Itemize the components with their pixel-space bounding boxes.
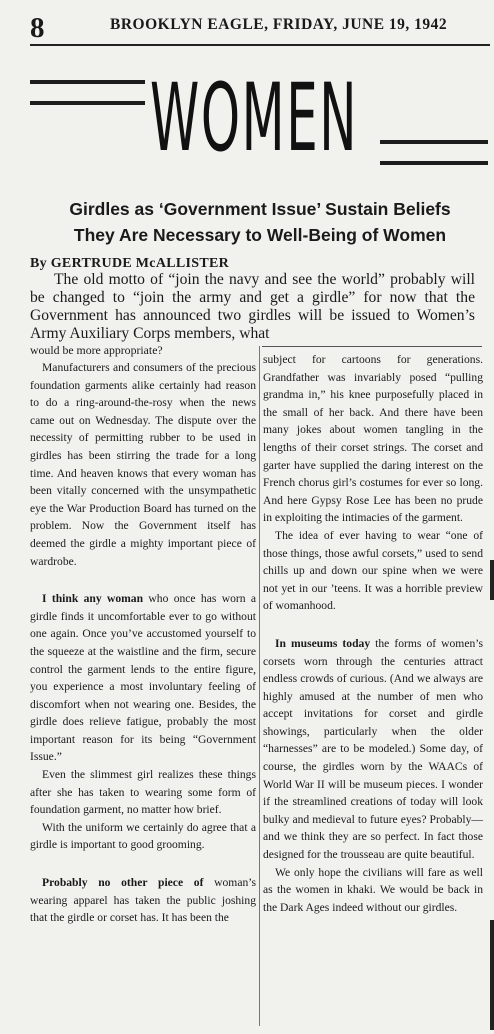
headline-line-1: Girdles as ‘Government Issue’ Sustain Beliefs [69,199,451,219]
section-title: WOMEN [150,64,359,173]
lede-paragraph: The old motto of “join the navy and see the world” probably will be changed to “join the army and get a girdle” for now that the Government has announced two girdles will be issued to Women’s Army Auxiliary Corps members, what [30,271,475,342]
paragraph [30,590,256,766]
column-top-rule [262,346,482,347]
paragraph: We only hope the civilians will fare as well as the women in khaki. We would be back in the Dark Ages indeed without our girdles. [263,865,483,914]
edge-mark [490,920,494,1030]
left-column [30,359,256,927]
page-number: 8 [30,12,45,44]
paragraph: With the uniform we certainly do agree that a girdle is important to good grooming. [30,820,256,852]
paragraph-lead: Probably no other piece of [42,876,204,890]
article-headline [30,196,490,248]
header-rule [30,44,490,46]
paragraph: subject for cartoons for generations. Grandfather was invariably posed “pulling grandma in,” his knee purposefully placed in the small of her back. And there have been many jokes about women tangling in the lengths of their corset strings. The corset and garter have supplied the daring interest on the French chorus girl’s costumes for ever so long. And here Gypsy Rose Lee has been no prude in exploiting the intimacies of the garment. [263,353,483,525]
paragraph [263,635,483,864]
paragraph: The idea of ever having to wear “one of those things, those awful corsets,” used to send chills up and down our spine when we were not yet in our ’teens. It was a horrible preview of womanhood. [263,528,483,613]
dateline: BROOKLYN EAGLE, FRIDAY, JUNE 19, 1942 [110,16,448,33]
headline-line-2: They Are Necessary to Well-Being of Women [73,225,447,245]
paragraph-body: woman’s wearing apparel has taken the public joshing that the girdle or corset has. It has been the [30,876,256,925]
paragraph-lead: In museums today [275,636,371,650]
paragraph-lead: I think any woman [42,592,144,606]
lede-tail: would be more appropriate? [30,343,163,357]
title-rule-left-bottom [30,101,145,105]
title-rule-left-top [30,80,145,84]
byline: By GERTRUDE McALLISTER [30,256,230,271]
paragraph: Even the slimmest girl realizes these things after she has taken to wearing some form of foundation garment, no matter how brief. [30,768,256,817]
right-column [263,351,483,916]
paragraph-body: the forms of women’s corsets worn through the centuries attract endless crowds of curious. (And we always are highly amused at the number of men who accept invitations for corset and girdle showings, particularly when the older “harnesses” are to be modeled.) Some day, of course, the girdles worn by the WAACs of World War II will be museum pieces. I wonder if the streamlined creations of today will look bulky and medieval to future eyes? Probably—and we think they are so perfect. In fact those designed for the trousseau are quite beautiful. [263,636,484,862]
title-rule-right-bottom [380,161,488,165]
paragraph [30,874,256,927]
paragraph-body: who once has worn a girdle finds it uncomfortable ever to go without one again. Once you’ve accustomed yourself to the squeeze at the waistline and the firm, secure control the garment lends to the entire figure, you experience a most involuntary feeling of discomfort when not wearing one. Besides, the girdle does relieve fatigue, probably the most important reason for its being “Government Issue.” [30,592,257,764]
title-rule-right-top [380,140,488,144]
column-divider [259,346,260,1026]
edge-mark [490,560,494,600]
paragraph: Manufacturers and consumers of the precious foundation garments alike certainly had reason to do a ring-around-the-rosy when the news came out on Wednesday. The dispute over the necessity of permitting rubber to be used in girdles has been stirring the trade for a long time. And heaven knows that every woman has been vitally concerned with the unsympathetic eye the War Production Board has turned on the problem. Now the Government itself has deemed the girdle a mighty important piece of wardrobe. [30,361,256,568]
